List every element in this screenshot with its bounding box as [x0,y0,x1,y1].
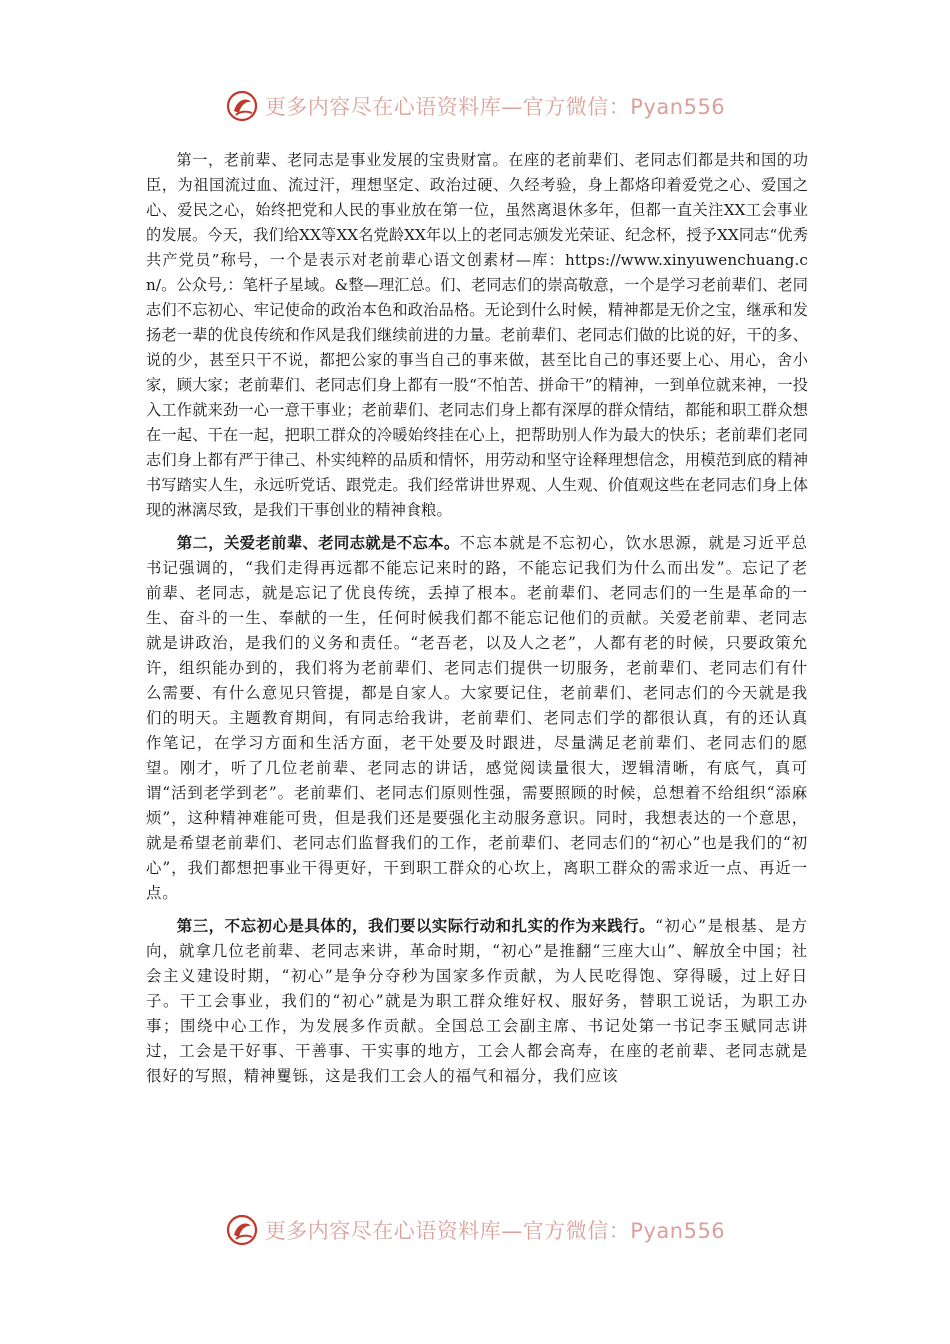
paragraph-3-body: “初心”是根基、是方向，就拿几位老前辈、老同志来讲，革命时期，“初心”是推翻“三座大山”、解放全中国；社会主义建设时期，“初心”是争分夺秒为国家多作贡献，为人民吃得饱、穿得暖，过上好日子。干工会事业，我们的“初心”就是为职工群众维好权、服好务，替职工说话，为职工办事；围绕中心工作，为发展多作贡献。全国总工会副主席、书记处第一书记李玉赋同志讲过，工会是干好事、干善事、干实事的地方，工会人都会高寿，在座的老前辈、老同志就是很好的写照，精神矍铄，这是我们工会人的福气和福分，我们应该 [146,917,808,1085]
footer-banner [0,1210,950,1250]
paragraph-3-lead: 第三，不忘初心是具体的，我们要以实际行动和扎实的作为来践行。 [176,917,656,935]
header-banner [0,86,950,126]
banner-text: 更多内容尽在心语资料库—官方微信：Pyan556 [264,95,726,119]
banner-text: 更多内容尽在心语资料库—官方微信：Pyan556 [264,1219,726,1243]
paragraph-2-body: 不忘本就是不忘初心，饮水思源，就是习近平总书记强调的，“我们走得再远都不能忘记来时的路，不能忘记我们为什么而出发”。忘记了老前辈、老同志，就是忘记了优良传统，丢掉了根本。老前辈们、老同志们的一生是革命的一生、奋斗的一生、奉献的一生，任何时候我们都不能忘记他们的贡献。关爱老前辈、老同志就是讲政治，是我们的义务和责任。“老吾老，以及人之老”，人都有老的时候，只要政策允许，组织能办到的，我们将为老前辈们、老同志们提供一切服务，老前辈们、老同志们有什么需要、有什么意见只管提，都是自家人。大家要记住，老前辈们、老同志们的今天就是我们的明天。主题教育期间，有同志给我讲，老前辈们、老同志们学的都很认真，有的还认真作笔记，在学习方面和生活方面，老干处要及时跟进，尽量满足老前辈们、老同志们的愿望。刚才，听了几位老前辈、老同志的讲话，感觉阅读量很大，逻辑清晰，有底气，真可谓“活到老学到老”。老前辈们、老同志们原则性强，需要照顾的时候，总想着不给组织“添麻烦”，这种精神难能可贵，但是我们还是要强化主动服务意识。同时，我想表达的一个意思，就是希望老前辈们、老同志们监督我们的工作，老前辈们、老同志们的“初心”也是我们的“初心”，我们都想把事业干得更好，干到职工群众的心坎上，离职工群众的需求近一点、再近一点。 [146,534,808,902]
paragraph-3 [146,914,808,1089]
document-body [146,148,808,1089]
paragraph-2 [146,531,808,906]
paragraph-2-lead: 第二，关爱老前辈、老同志就是不忘本。 [176,534,460,552]
paragraph-1 [146,148,808,523]
lotus-swirl-logo-icon [225,89,259,123]
lotus-swirl-logo-icon [225,1213,259,1247]
paragraph-1-body: 第一，老前辈、老同志是事业发展的宝贵财富。在座的老前辈们、老同志们都是共和国的功臣，为祖国流过血、流过汗，理想坚定、政治过硬、久经考验，身上都烙印着爱党之心、爱国之心、爱民之心，始终把党和人民的事业放在第一位，虽然离退休多年，但都一直关注XX工会事业的发展。今天，我们给XX等XX名党龄XX年以上的老同志颁发光荣证、纪念杯，授予XX同志“优秀共产党员”称号，一个是表示对老前辈心语文创素材—库：https://www.xinyuwenchuang.cn/。公众号,：笔杆子星域。&整—理汇总。们、老同志们的崇高敬意，一个是学习老前辈们、老同志们不忘初心、牢记使命的政治本色和政治品格。无论到什么时候，精神都是无价之宝，继承和发扬老一辈的优良传统和作风是我们继续前进的力量。老前辈们、老同志们做的比说的好，干的多、说的少，甚至只干不说，都把公家的事当自己的事来做，甚至比自己的事还要上心、用心，舍小家，顾大家；老前辈们、老同志们身上都有一股“不怕苦、拼命干”的精神，一到单位就来神，一投入工作就来劲一心一意干事业；老前辈们、老同志们身上都有深厚的群众情结，都能和职工群众想在一起、干在一起，把职工群众的冷暖始终挂在心上，把帮助别人作为最大的快乐；老前辈们老同志们身上都有严于律己、朴实纯粹的品质和情怀，用劳动和坚守诠释理想信念，用模范到底的精神书写踏实人生，永远听党话、跟党走。我们经常讲世界观、人生观、价值观这些在老同志们身上体现的淋漓尽致，是我们干事创业的精神食粮。 [146,151,808,519]
